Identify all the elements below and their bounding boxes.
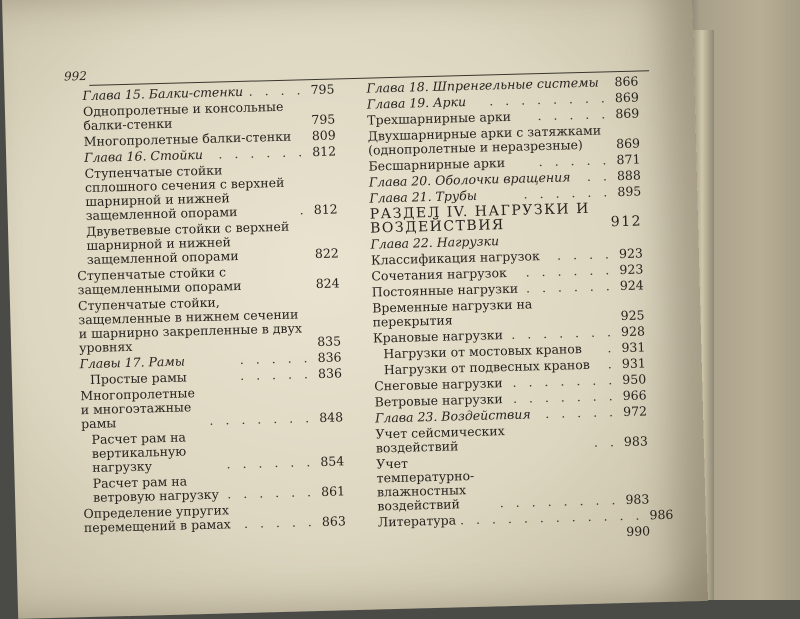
toc-entry-title: Расчет рам на вертикальную нагрузку	[81, 429, 226, 475]
toc-section-entry	[370, 200, 643, 235]
toc-leader-dots: . . . .	[557, 247, 617, 263]
toc-leader-dots: .	[608, 357, 620, 371]
toc-leader-dots: . . . . . .	[218, 145, 310, 161]
toc-page-number: 822	[313, 246, 339, 261]
toc-page-number: 854	[318, 454, 344, 469]
toc-leader-dots: . . . . .	[240, 351, 316, 367]
toc-leader-dots: . . . . . .	[523, 185, 615, 201]
toc-leader-dots: . . . . . . .	[512, 373, 620, 390]
toc-entry-title: Крановые нагрузки	[373, 328, 512, 346]
toc-entry-title: Расчет рам на ветровую нагрузку	[83, 473, 228, 505]
toc-entry-title: Глава 20. Оболочки вращения	[369, 170, 587, 190]
toc-entry-title: Учет температурно-влажностных воздействий	[376, 454, 500, 513]
toc-page-number: 931	[619, 340, 645, 355]
toc-entry	[83, 470, 346, 505]
toc-entry-title: Многопролетные балки-стенки	[74, 129, 306, 149]
toc-entry	[376, 450, 649, 513]
toc-leader-dots: . . . .	[248, 83, 308, 99]
toc-leader-dots: . . . . . . . .	[489, 91, 613, 108]
toc-page-number: 983	[623, 492, 649, 507]
toc-entry	[76, 218, 339, 267]
toc-leader-dots: . . . . . . . .	[500, 493, 624, 510]
toc-page-number: 812	[311, 202, 337, 217]
toc-page-number: 812	[310, 144, 336, 159]
toc-leader-dots: . . . . .	[537, 107, 613, 123]
toc-page-number: 836	[315, 350, 341, 365]
toc-entry	[83, 500, 346, 535]
toc-entry-title: Ступенчатые стойки с защемленными опорами	[77, 263, 310, 297]
toc-page-number: 924	[618, 278, 644, 293]
toc-entry-title: Определение упругих перемещений в рамах	[83, 503, 244, 535]
toc-page-number: 983	[622, 434, 648, 449]
toc-entry-title: Бесшарнирные арки	[368, 155, 539, 173]
toc-entry	[73, 98, 336, 133]
toc-entry-title: Глава 23. Воздействия	[375, 407, 546, 425]
toc-entry	[375, 420, 648, 455]
toc-leader-dots: . . . . . . .	[513, 389, 621, 406]
toc-page-number: 863	[320, 514, 346, 529]
toc-entry-title: Классификация нагрузок	[371, 249, 557, 268]
toc-page-number: 795	[308, 82, 334, 97]
toc-page-number: 912	[611, 214, 643, 229]
toc-leader-dots: . . . . . .	[525, 263, 617, 279]
toc-leader-dots: . . . . . .	[226, 455, 318, 471]
toc-leader-dots: . . . . . . . . . . . .	[460, 508, 648, 527]
toc-entry-title: Нагрузки от мостовых кранов	[373, 341, 607, 361]
toc-entry-title: Главы 17. Рамы	[79, 353, 240, 371]
toc-entry	[77, 262, 340, 297]
toc-entry-title: Учет сейсмических воздействий	[375, 422, 594, 456]
toc-page-number: 888	[615, 168, 641, 183]
toc-page-number: 869	[614, 136, 640, 151]
toc-entry-title	[378, 539, 620, 545]
toc-entry-title: Простые рамы	[80, 369, 241, 387]
toc-page-number: 923	[617, 246, 643, 261]
toc-page-number: 869	[613, 106, 639, 121]
toc-entry-title: Однопролетные и консольные балки-стенки	[73, 99, 306, 133]
toc-entry-title: Постоянные нагрузки	[372, 282, 527, 300]
toc-page-number: 895	[615, 184, 641, 199]
page-number: 992	[64, 69, 87, 84]
toc-leader-dots: . . . . .	[244, 515, 320, 531]
book-page	[2, 0, 708, 619]
toc-page-number: 990	[624, 524, 650, 539]
toc-entry-title: Глава 19. Арки	[367, 94, 490, 111]
toc-leader-dots: . . . . . . .	[209, 411, 317, 428]
toc-page-number: 866	[612, 75, 638, 90]
toc-entry-title: Двуветвевые стойки с верхней шарнирной и нижней защемленной опорами	[76, 219, 309, 267]
toc-entry	[78, 292, 341, 355]
toc-leader-dots: . . . . . .	[227, 485, 319, 501]
toc-entry-title: Ступенчатые стойки сплошного сечения с верхней шарнирной и нижней защемленной опорами	[74, 161, 299, 223]
toc-leader-dots: . . . . .	[240, 367, 316, 383]
toc-page-number: 928	[619, 324, 645, 339]
toc-leader-dots: . . . . . .	[526, 279, 618, 295]
toc-entry-title: Ступенчатые стойки, защемленные в нижнем сечении и шарнирно закрепленные в двух уровнях	[78, 293, 311, 355]
toc-entry-title: Двухшарнирные арки с затяжками (однопролетные и неразрезные)	[368, 123, 611, 157]
toc-leader-dots: .	[607, 341, 619, 355]
toc-entry-title: Глава 16. Стойки	[74, 148, 219, 166]
toc-entry-title: Снеговые нагрузки	[374, 376, 513, 394]
toc-page-number: 869	[613, 91, 639, 106]
toc-entry	[81, 426, 344, 475]
toc-entry-title: Временные нагрузки на перекрытия	[372, 295, 615, 329]
toc-entry-title: Литература	[378, 513, 461, 529]
toc-entry-title: Трехшарнирные арки	[367, 109, 538, 127]
toc-entry-title: РАЗДЕЛ IV. НАГРУЗКИ И ВОЗДЕЙСТВИЯ	[370, 201, 607, 235]
toc-page-number: 809	[310, 128, 336, 143]
toc-entry	[74, 160, 337, 223]
toc-page-number: 861	[319, 484, 345, 499]
toc-entry-title: Ветровые нагрузки	[375, 392, 514, 410]
toc-entry-title: Сочетания нагрузок	[371, 266, 526, 284]
toc-leader-dots: . .	[587, 169, 615, 184]
toc-leader-dots: . . . . .	[545, 405, 621, 421]
toc-leader-dots: . . . . .	[539, 153, 615, 169]
toc-page-number: 950	[620, 372, 646, 387]
toc-leader-dots: . . . . . . .	[511, 325, 619, 342]
toc-page-number: 925	[618, 308, 644, 323]
toc-page-number: 836	[316, 366, 342, 381]
toc-right-column	[366, 75, 650, 548]
toc-entry-title: Глава 21. Трубы	[369, 188, 524, 206]
toc-page-number: 871	[614, 152, 640, 167]
toc-page-number: 824	[313, 276, 339, 291]
toc-entry-title: Глава 18. Шпренгельные системы	[366, 75, 608, 95]
toc-entry-title: Многопролетные и многоэтажные рамы	[80, 386, 209, 431]
toc-page-number: 986	[647, 508, 673, 523]
toc-entry-title: Нагрузки от подвесных кранов	[374, 357, 608, 377]
toc-leader-dots: .	[299, 203, 311, 217]
toc-page-number: 923	[617, 262, 643, 277]
toc-page-number: 835	[315, 334, 341, 349]
toc-left-column	[72, 82, 346, 537]
toc-page-number: 972	[621, 404, 647, 419]
toc-page-number: 931	[620, 356, 646, 371]
toc-entry-title: Глава 15. Балки-стенки	[72, 85, 248, 104]
toc-leader-dots: . .	[594, 435, 622, 450]
toc-page-number: 848	[317, 410, 343, 425]
toc-page-number: 795	[309, 112, 335, 127]
toc-page-number: 966	[620, 388, 646, 403]
toc-entry	[80, 382, 343, 431]
toc-entry-title: Глава 22. Нагрузки	[370, 231, 612, 251]
